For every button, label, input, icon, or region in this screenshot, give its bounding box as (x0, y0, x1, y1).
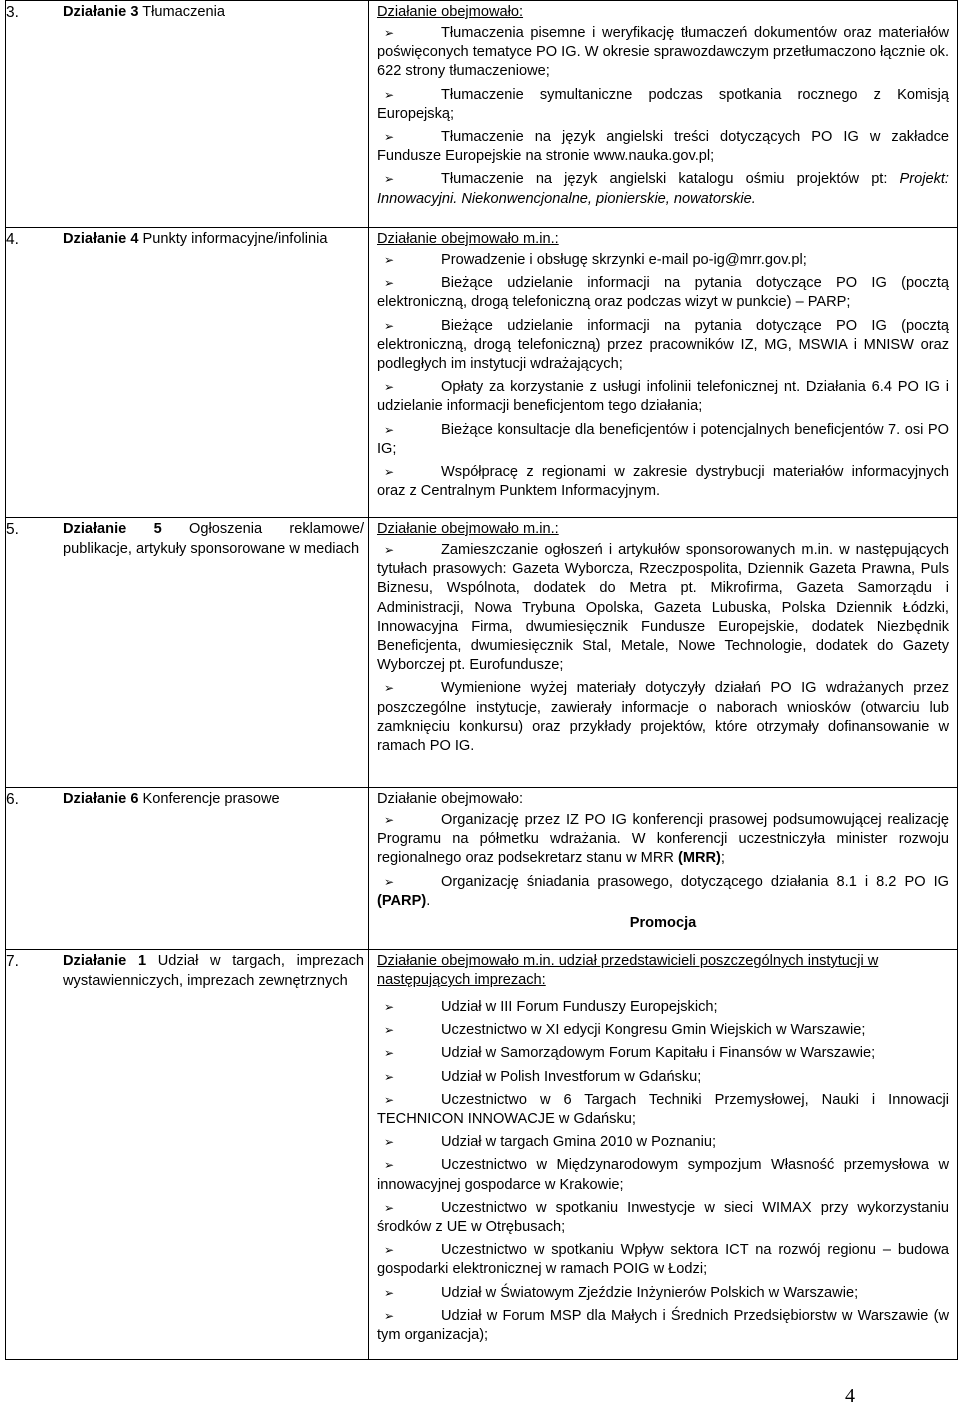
bullet-list (377, 998, 949, 1345)
list-item: ➢ Zamieszczanie ogłoszeń i artykułów sponsorowanych m.in. w następujących tytułach prasowych: Gazeta Wyborcza, Rzeczpospolita, Dziennik Gazeta Prawna, Puls Biznesu, Wspólnota, dodatek do Metra pt. Mikrofirma, Gazeta Samorządu i Administracji, Nowa Trybuna Opolska, Gazeta Lubuska, Polska Dziennik Łódzki, Innowacyjna Firma, dwumiesięcznik Fundusze Europejskie, dodatek Niezbędnik Beneficjenta, dwumiesięcznik Stal, Metale, Nowe Technologie, dodatek do Gazety Wyborczej pt. Eurofundusze; (377, 542, 949, 674)
action-label: Działanie 6 Konferencje prasowe (63, 791, 280, 807)
list-item: ➢ Tłumaczenia pisemne i weryfikację tłumaczeń dokumentów oraz materiałów poświęconych tematyce PO IG. W okresie sprawozdawczym przetłumaczono łącznie ok. 622 strony tłumaczeniowe; (377, 25, 949, 80)
arrow-bullet-icon: ➢ (384, 130, 395, 145)
arrow-bullet-icon: ➢ (384, 87, 395, 102)
action-description-cell (369, 228, 958, 518)
action-label: Działanie 1 Udział w targach, imprezach wystawienniczych, imprezach zewnętrznych (63, 953, 364, 989)
action-label-cell (6, 518, 369, 788)
list-item: ➢ Uczestnictwo w spotkaniu Wpływ sektora ICT na rozwój regionu – budowa gospodarki elektronicznej w ramach POIG w Łodzi; (377, 1242, 949, 1278)
list-item: ➢ Uczestnictwo w spotkaniu Inwestycje w sieci WIMAX przy wykorzystaniu środków z UE w Otrębusach; (377, 1199, 949, 1236)
catalog-title: Projekt: Innowacyjni. Niekonwencjonalne, pionierskie, nowatorskie. (377, 171, 949, 207)
arrow-bullet-icon: ➢ (384, 1046, 395, 1061)
list-item: ➢ Współpracę z regionami w zakresie dystrybucji materiałów informacyjnych oraz z Centralnym Punktem Informacyjnym. (377, 464, 949, 500)
action-description-cell (369, 788, 958, 950)
action-label-cell (6, 950, 369, 1360)
list-item: ➢ Bieżące konsultacje dla beneficjentów i potencjalnych beneficjentów 7. osi PO IG; (377, 421, 949, 457)
row-number: 6. (6, 791, 19, 808)
arrow-bullet-icon: ➢ (384, 172, 395, 187)
page-number: 4 (845, 1385, 855, 1407)
table-row (6, 228, 958, 518)
arrow-bullet-icon: ➢ (384, 543, 395, 557)
bullet-list (377, 811, 949, 911)
list-item: ➢ Uczestnictwo w Międzynarodowym sympozjum Własność przemysłowa w innowacyjnej gospodarce w Krakowie; (377, 1157, 949, 1193)
arrow-bullet-icon: ➢ (384, 813, 395, 827)
bullet-list (377, 251, 949, 501)
arrow-bullet-icon: ➢ (384, 1243, 395, 1258)
section-heading: Działanie obejmowało: (377, 791, 524, 807)
section-heading: Działanie obejmowało m.in. udział przedstawicieli poszczególnych instytucji w następujących imprezach: (377, 953, 879, 988)
section-heading: Działanie obejmowało m.in.: (377, 231, 559, 247)
list-item: ➢ Tłumaczenie na język angielski katalogu ośmiu projektów pt: Projekt: Innowacyjni. Niekonwencjonalne, pionierskie, nowatorskie. (377, 171, 949, 207)
list-item: ➢ Udział w Polish Investforum w Gdańsku; (384, 1068, 702, 1085)
arrow-bullet-icon: ➢ (384, 465, 395, 480)
arrow-bullet-icon: ➢ (384, 1135, 395, 1150)
row-number: 4. (6, 231, 19, 248)
row-number: 3. (6, 4, 19, 21)
table-row (6, 518, 958, 788)
arrow-bullet-icon: ➢ (384, 1023, 395, 1038)
arrow-bullet-icon: ➢ (384, 874, 395, 889)
list-item: ➢ Bieżące udzielanie informacji na pytania dotyczące PO IG (pocztą elektroniczną, drogą telefoniczną oraz podczas wizyt w punkcie) – PARP; (377, 275, 949, 311)
report-table (5, 0, 958, 1360)
arrow-bullet-icon: ➢ (384, 380, 395, 395)
list-item: ➢ Udział w III Forum Funduszy Europejskich; (384, 999, 718, 1015)
list-item: ➢ Uczestnictwo w XI edycji Kongresu Gmin Wiejskich w Warszawie; (384, 1022, 866, 1039)
list-item: ➢ Prowadzenie i obsługę skrzynki e-mail po-ig@mrr.gov.pl; (384, 252, 807, 268)
list-item: ➢ Organizację przez IZ PO IG konferencji prasowej podsumowującej realizację Programu na półmetku wdrażania. W konferencji uczestniczyła minister rozwoju regionalnego oraz podsekretarz stanu w MRR (MRR); (377, 812, 949, 867)
arrow-bullet-icon: ➢ (384, 1000, 395, 1014)
list-item: ➢ Tłumaczenie na język angielski treści dotyczących PO IG w zakładce Fundusze Europejskie na stronie www.nauka.gov.pl; (377, 129, 949, 165)
list-item: ➢ Opłaty za korzystanie z usługi infolinii telefonicznej nt. Działania 6.4 PO IG i udzielanie informacji beneficjentom tego działania; (377, 379, 949, 415)
list-item: ➢ Uczestnictwo w 6 Targach Techniki Przemysłowej, Nauki i Innowacji TECHNICON INNOWACJE w Gdańsku; (377, 1091, 949, 1128)
table-row (6, 788, 958, 950)
arrow-bullet-icon: ➢ (384, 276, 395, 291)
arrow-bullet-icon: ➢ (384, 1285, 395, 1300)
row-number: 7. (6, 953, 19, 970)
action-label: Działanie 3 Tłumaczenia (63, 4, 225, 20)
list-item: ➢ Udział w Samorządowym Forum Kapitału i Finansów w Warszawie; (384, 1045, 876, 1062)
arrow-bullet-icon: ➢ (384, 1200, 395, 1215)
action-label-cell (6, 228, 369, 518)
section-heading: Działanie obejmowało m.in.: (377, 521, 559, 537)
action-label: Działanie 4 Punkty informacyjne/infolinia (63, 231, 328, 247)
row-number: 5. (6, 521, 19, 538)
action-label-cell (6, 788, 369, 950)
bullet-list (377, 541, 949, 756)
section-heading: Działanie obejmowało: (377, 4, 524, 20)
table-row (6, 1, 958, 228)
action-description-cell (369, 1, 958, 228)
list-item: ➢ Udział w Forum MSP dla Małych i Średnich Przedsiębiorstw w Warszawie (w tym organizacja); (377, 1307, 949, 1344)
action-description-cell (369, 518, 958, 788)
promotion-heading: Promocja (629, 915, 697, 932)
list-item: ➢ Organizację śniadania prasowego, dotyczącego działania 8.1 i 8.2 PO IG (PARP). (377, 873, 949, 909)
arrow-bullet-icon: ➢ (384, 1069, 395, 1084)
arrow-bullet-icon: ➢ (384, 422, 395, 437)
list-item: ➢ Udział w Światowym Zjeździe Inżynierów Polskich w Warszawie; (384, 1284, 859, 1301)
arrow-bullet-icon: ➢ (384, 318, 395, 333)
action-label: Działanie 5 Ogłoszenia reklamowe/ publikacje, artykuły sponsorowane w mediach (63, 521, 364, 557)
arrow-bullet-icon: ➢ (384, 1308, 395, 1323)
list-item: ➢ Udział w targach Gmina 2010 w Poznaniu; (384, 1134, 716, 1151)
arrow-bullet-icon: ➢ (384, 1158, 395, 1173)
arrow-bullet-icon: ➢ (384, 26, 395, 40)
bullet-list (377, 24, 949, 209)
arrow-bullet-icon: ➢ (384, 681, 395, 696)
list-item: ➢ Tłumaczenie symultaniczne podczas spotkania rocznego z Komisją Europejską; (377, 86, 949, 122)
action-description-cell (369, 950, 958, 1360)
action-label-cell (6, 1, 369, 228)
arrow-bullet-icon: ➢ (384, 1092, 395, 1107)
list-item: ➢ Wymienione wyżej materiały dotyczyły działań PO IG wdrażanych przez poszczególne instytucje, zawierały informacje o naborach wniosków (otwarciu lub zamknięciu konkursu) oraz przykłady projektów, które otrzymały dofinansowanie w ramach PO IG. (377, 680, 949, 755)
table-row (6, 950, 958, 1360)
arrow-bullet-icon: ➢ (384, 253, 395, 267)
list-item: ➢ Bieżące udzielanie informacji na pytania dotyczące PO IG (pocztą elektroniczną, drogą telefoniczną) przez pracowników IZ, MG, MSWIA i MNISW oraz podległych im instytucji wdrażających; (377, 317, 949, 373)
